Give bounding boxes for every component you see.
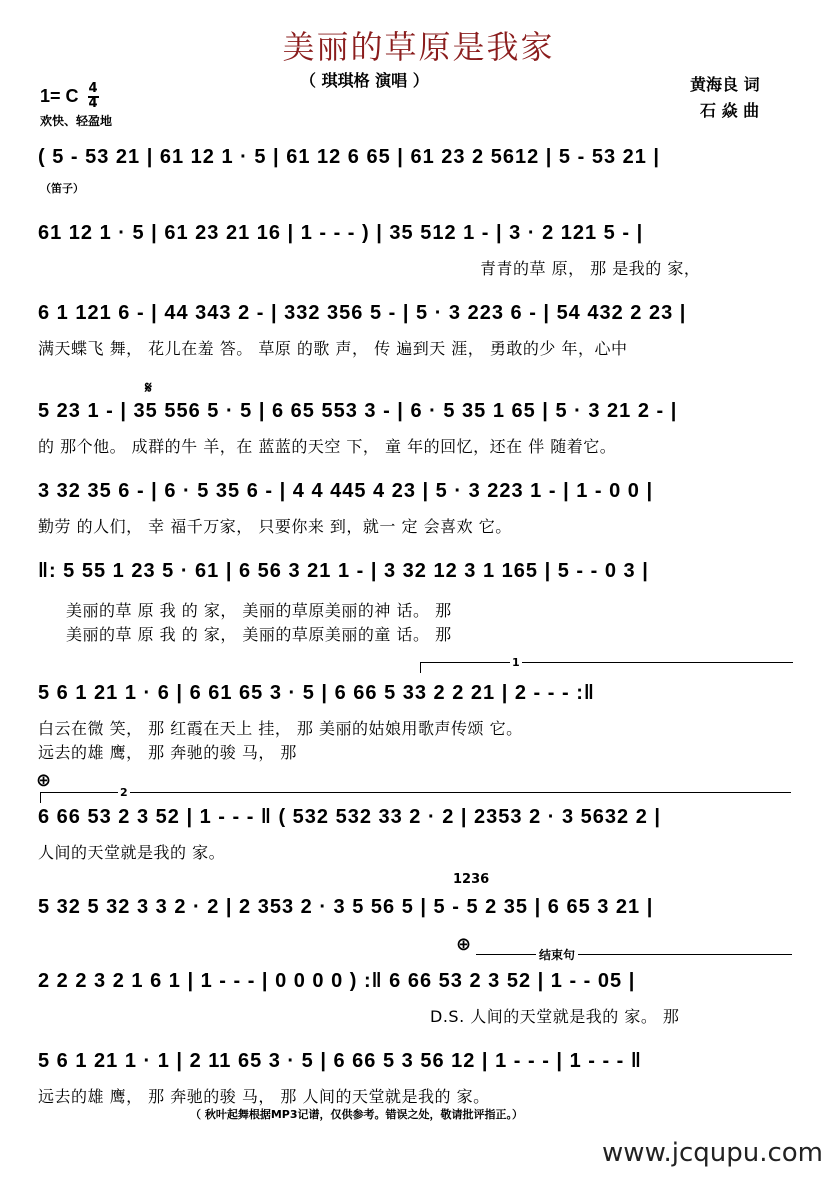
key-signature: 1= C (40, 86, 79, 106)
instrument-note: （笛子） (40, 182, 84, 195)
site-watermark: www.jcqupu.com (602, 1138, 823, 1168)
notation-row-2: 61 12 1 · 5 | 61 23 21 16 | 1 - - - ) | 35 512 1 - | 3 · 2 121 5 - | (38, 222, 644, 244)
notation-row-11: 5 6 1 21 1 · 1 | 2 11 65 3 · 5 | 6 66 5 3 56 12 | 1 - - - | 1 - - - ‖ (38, 1050, 642, 1072)
lyric-row-10: D.S. 人间的天堂就是我的 家。 那 (430, 1007, 680, 1026)
volta-1-bracket (420, 662, 793, 673)
ending-line (476, 954, 792, 955)
notation-row-3: 6 1 121 6 - | 44 343 2 - | 332 356 5 - | 5 · 3 223 6 - | 54 432 2 23 | (38, 302, 687, 324)
notation-row-7: 5 6 1 21 1 · 6 | 6 61 65 3 · 5 | 6 66 5 33 2 2 21 | 2 - - - :‖ (38, 682, 595, 704)
volta-2-bracket (40, 792, 791, 803)
lyric-row-7-verse-2: 远去的雄 鹰， 那 奔驰的骏 马， 那 (38, 743, 297, 762)
notation-row-6: ‖: 5 55 1 23 5 · 61 | 6 56 3 21 1 - | 3 32 12 3 1 165 | 5 - - 0 3 | (38, 560, 649, 582)
lyric-row-2: 青青的草 原， 那 是我的 家， (480, 259, 701, 278)
song-title: 美丽的草原是我家 (282, 28, 555, 66)
notation-row-9: 5 32 5 32 3 3 2 · 2 | 2 353 2 · 3 5 56 5 | 5 - 5 2 35 | 6 65 3 21 | (38, 896, 654, 918)
lyric-row-5: 勤劳 的人们， 幸 福千万家， 只要你来 到，就一 定 会喜欢 它。 (38, 517, 512, 536)
time-signature-bottom: 4 (88, 96, 98, 111)
transcription-note: （ 秋叶起舞根据MP3记谱，仅供参考。错误之处，敬请批评指正。） (190, 1108, 523, 1121)
coda-ending-icon: ⊕ (456, 934, 472, 955)
notation-row-10: 2 2 2 3 2 1 6 1 | 1 - - - | 0 0 0 0 ) :‖ 6 66 53 2 3 52 | 1 - - 05 | (38, 970, 636, 992)
coda-icon: ⊕ (36, 770, 52, 791)
ending-label: 结束句 (536, 946, 578, 963)
lyric-row-7-verse-1: 白云在微 笑， 那 红霞在天上 挂， 那 美丽的姑娘用歌声传颂 它。 (38, 719, 523, 738)
lyricist-credit: 黄海良 词 (690, 75, 760, 94)
tempo-marking: 欢快、轻盈地 (40, 114, 113, 128)
notation-row-1: ( 5 - 53 21 | 61 12 1 · 5 | 61 12 6 65 | 61 23 2 5612 | 5 - 53 21 | (38, 146, 661, 168)
lyric-row-11: 远去的雄 鹰， 那 奔驰的骏 马， 那 人间的天堂就是我的 家。 (38, 1087, 490, 1106)
volta-2-label: 2 (120, 786, 128, 799)
grace-notes: 1236 (453, 872, 490, 887)
notation-row-4: 5 23 1 - | 35 556 5 · 5 | 6 65 553 3 - | 6 · 5 35 1 65 | 5 · 3 21 2 - | (38, 400, 678, 422)
lyric-row-8: 人间的天堂就是我的 家。 (38, 843, 226, 862)
volta-1-label: 1 (512, 656, 520, 669)
lyric-row-6-verse-2: 美丽的草 原 我 的 家， 美丽的草原美丽的童 话。 那 (66, 625, 452, 644)
time-signature-top: 4 (88, 81, 98, 96)
singer-subtitle: （ 琪琪格 演唱 ） (300, 71, 429, 90)
segno-icon: 𝄋 (145, 378, 152, 397)
lyric-row-6-verse-1: 美丽的草 原 我 的 家， 美丽的草原美丽的神 话。 那 (66, 601, 452, 620)
lyric-row-4: 的 那个他。 成群的牛 羊，在 蓝蓝的天空 下， 童 年的回忆，还在 伴 随着它。 (38, 437, 617, 456)
notation-row-5: 3 32 35 6 - | 6 · 5 35 6 - | 4 4 445 4 23 | 5 · 3 223 1 - | 1 - 0 0 | (38, 480, 654, 502)
notation-row-8: 6 66 53 2 3 52 | 1 - - - ‖ ( 532 532 33 2 · 2 | 2353 2 · 3 5632 2 | (38, 806, 661, 828)
lyric-row-3: 满天蝶飞 舞， 花儿在羞 答。 草原 的歌 声， 传 遍到天 涯， 勇敢的少 年，心中 (38, 339, 628, 358)
composer-credit: 石 焱 曲 (700, 101, 760, 120)
